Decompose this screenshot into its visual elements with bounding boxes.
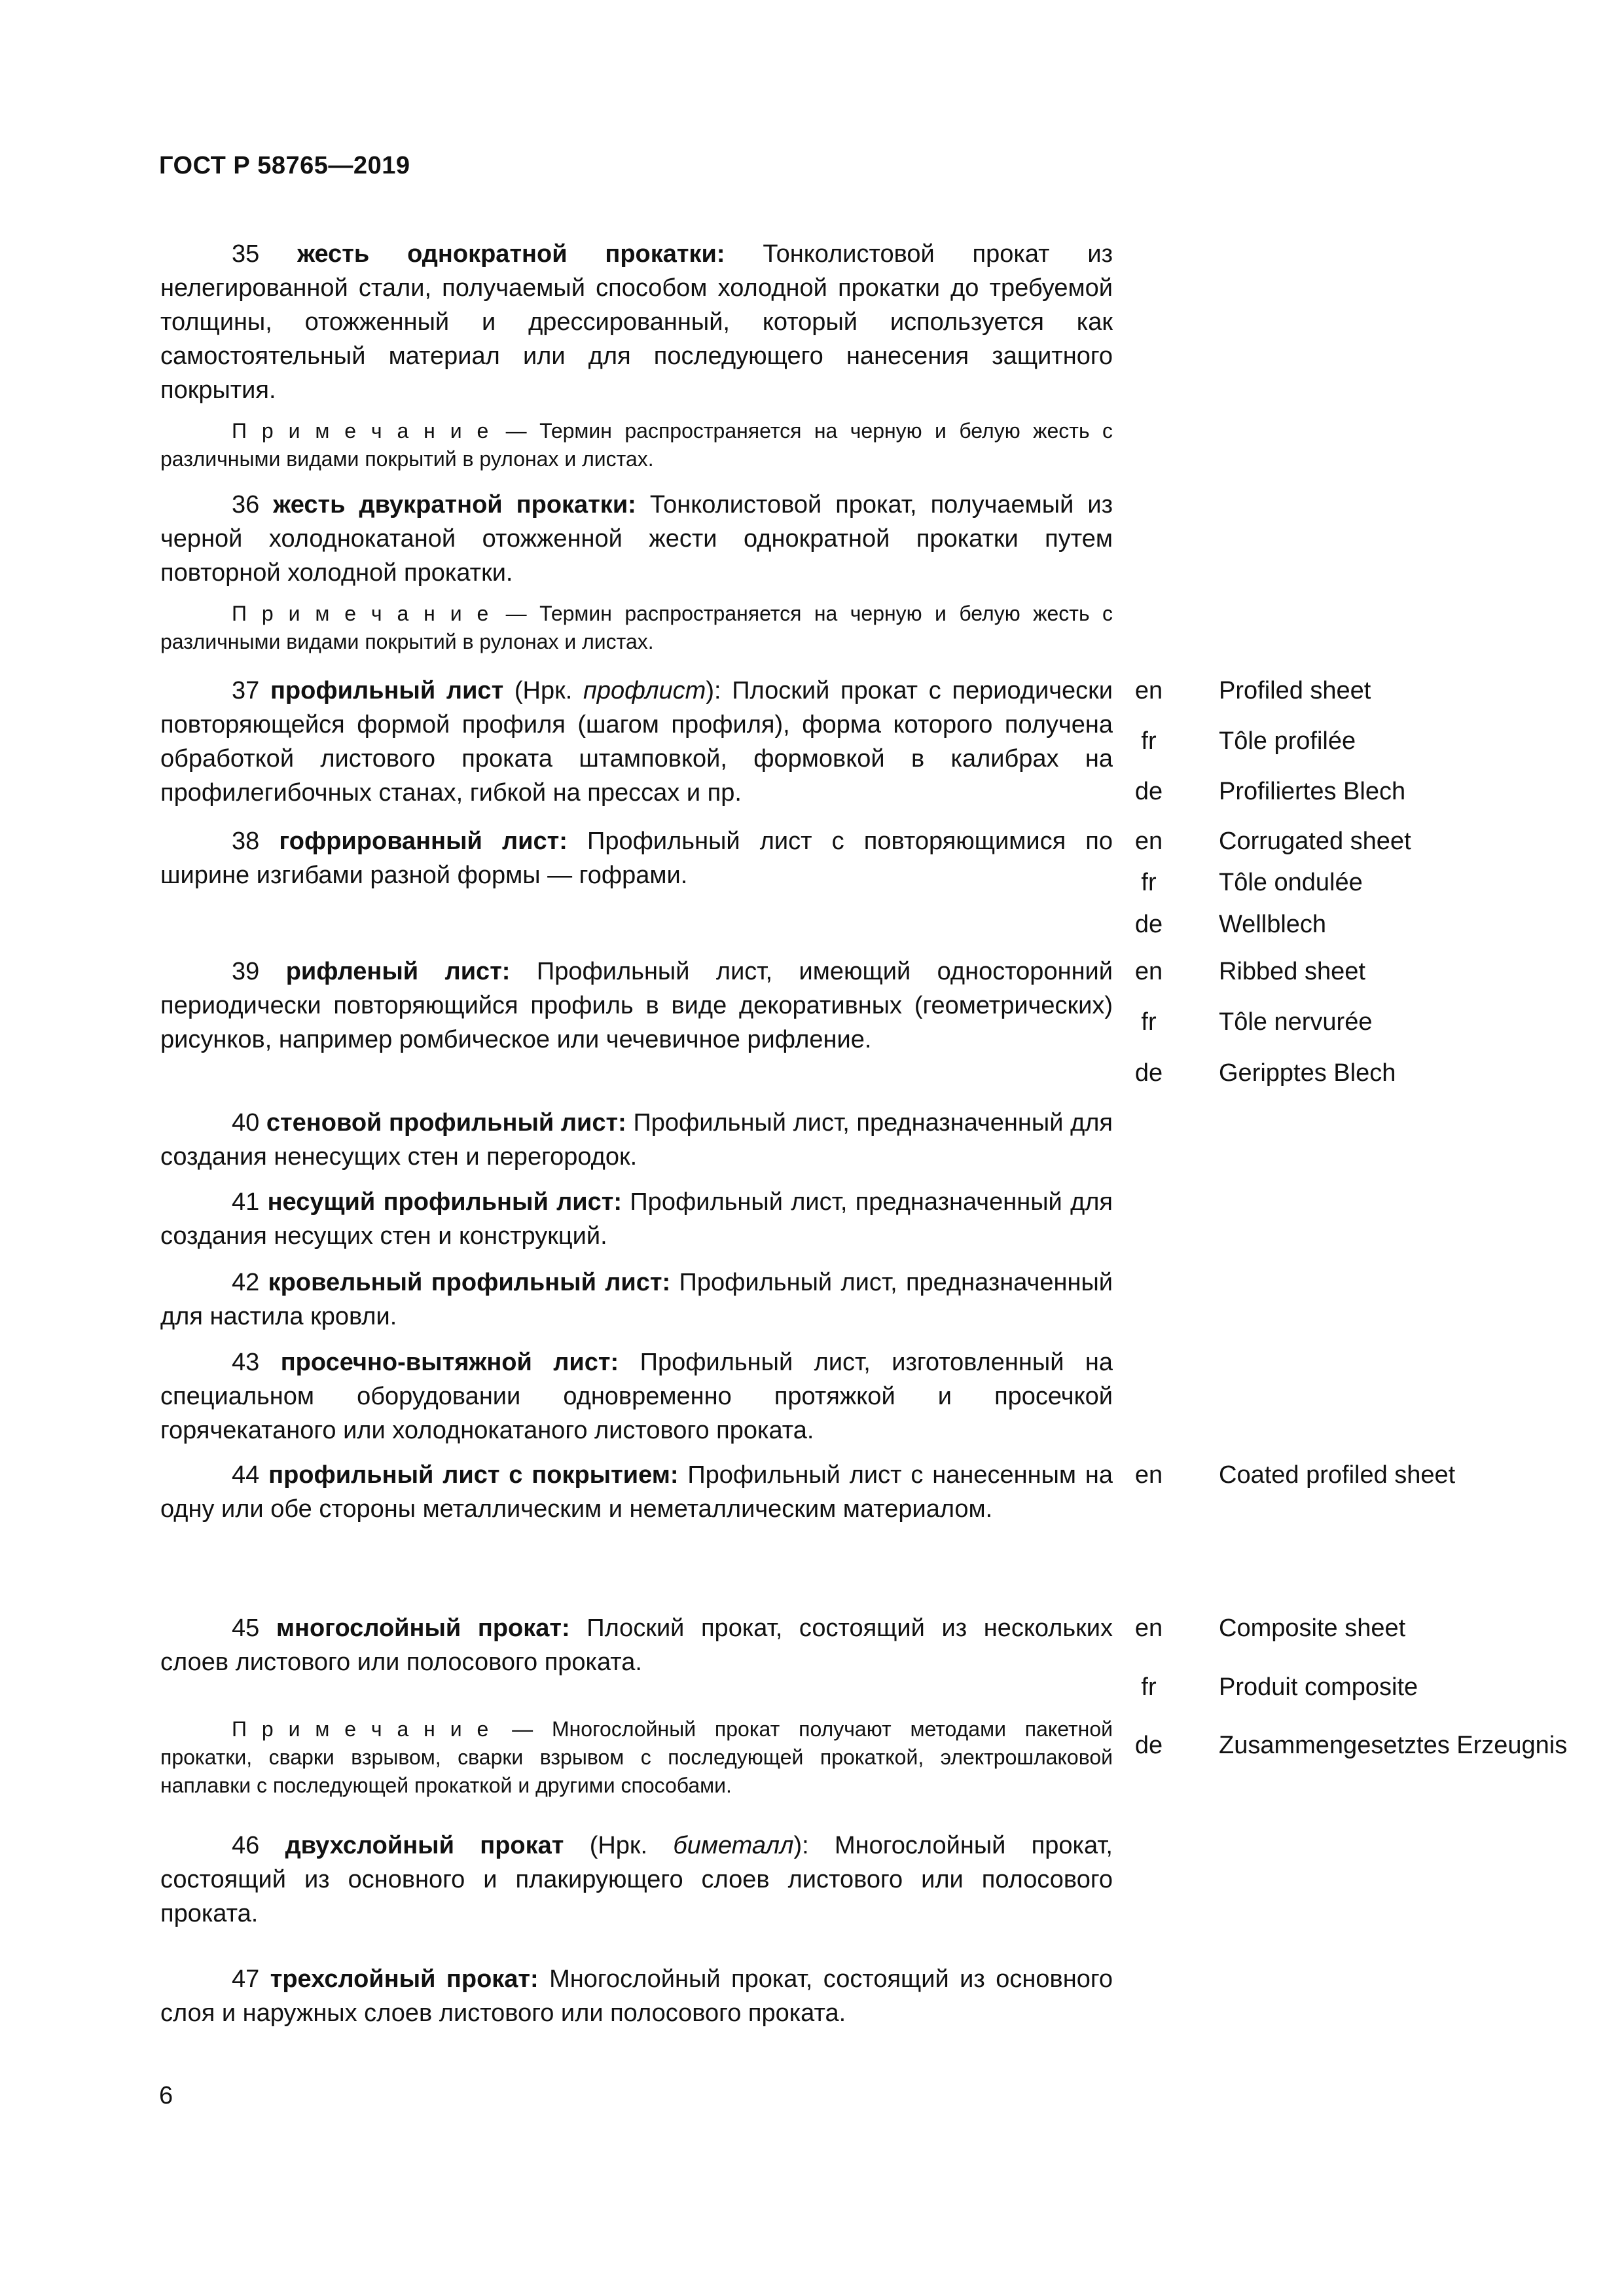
term-definition: Профильный лист, предназначенный для создания несущих стен и конструкций. (160, 1188, 1113, 1250)
lang-code: de (1134, 778, 1163, 805)
lang-code: en (1134, 677, 1163, 704)
term-name: несущий профильный лист: (267, 1188, 623, 1216)
lang-code: fr (1141, 1673, 1157, 1701)
term-name: кровельный профильный лист: (268, 1269, 671, 1296)
term-definition: Тонколистовой прокат, получаемый из черной холоднокатаной отожженной жести однократной прокатки путем повторной холодной прокатки. (160, 491, 1113, 587)
term-entry-45: 45 многослойный прокат: Плоский прокат, состоящий из нескольких слоев листового или полосового проката. (160, 1614, 1113, 1676)
term-entry-35: 35 жесть однократной прокатки: Тонколистовой прокат из нелегированной стали, получаемый способом холодной прокатки до требуемой толщины, отожженный и дрессированный, который используется как самостоятельный материал или для последующего нанесения защитного покрытия. (160, 240, 1113, 404)
term-equivalent: Profiliertes Blech (1219, 778, 1406, 805)
term-entry-36: 36 жесть двукратной прокатки: Тонколистовой прокат, получаемый из черной холоднокатаной отожженной жести однократной прокатки путем повторной холодной прокатки. (160, 491, 1113, 587)
term-name: двухслойный прокат (285, 1832, 564, 1859)
term-entry-39: 39 рифленый лист: Профильный лист, имеющий односторонний периодически повторяющийся профиль в виде декоративных (геометрических) рисунков, например ромбическое или чечевичное рифление. (160, 958, 1113, 1053)
term-definition: Плоский прокат, состоящий из нескольких слоев листового или полосового проката. (160, 1614, 1113, 1676)
term-synonym: профлист (583, 677, 706, 704)
term-name: многослойный прокат: (276, 1614, 570, 1642)
lang-code: de (1134, 911, 1163, 938)
lang-code: en (1134, 828, 1163, 855)
term-definition: Профильный лист с нанесенным на одну или обе стороны металлическим и неметаллическим материалом. (160, 1461, 1113, 1523)
lang-code: en (1134, 958, 1163, 985)
term-entry-42: 42 кровельный профильный лист: Профильный лист, предназначенный для настила кровли. (160, 1269, 1113, 1330)
term-equivalent: Coated profiled sheet (1219, 1461, 1456, 1489)
term-definition: Профильный лист, предназначенный для настила кровли. (160, 1269, 1113, 1330)
note-45: П р и м е ч а н и е — Многослойный прокат получают методами пакетной прокатки, сварки взрывом, сварки взрывом с последующей прокаткой, электрошлаковой наплавки с последующей прокаткой и другими способами. (160, 1717, 1113, 1797)
lang-code: fr (1141, 869, 1157, 896)
term-name: профильный лист с покрытием: (268, 1461, 679, 1489)
term-definition: Профильный лист с повторяющимися по ширине изгибами разной формы — гофрами. (160, 828, 1113, 889)
term-name: трехслойный прокат: (270, 1965, 539, 1993)
term-equivalent: Ribbed sheet (1219, 958, 1365, 985)
term-entry-41: 41 несущий профильный лист: Профильный лист, предназначенный для создания несущих стен и конструкций. (160, 1188, 1113, 1250)
term-name: рифленый лист: (285, 958, 511, 985)
term-entry-43: 43 просечно-вытяжной лист: Профильный лист, изготовленный на специальном оборудовании одновременно протяжкой и просечкой горячекатаного или холоднокатаного листового проката. (160, 1349, 1113, 1444)
term-definition: ): Плоский прокат с периодически повторяющейся формой профиля (шагом профиля), форма которого получена обработкой листового проката штамповкой, формовкой в калибрах на профилегибочных станах, гибкой на прессах и пр. (160, 677, 1113, 807)
term-entry-44: 44 профильный лист с покрытием: Профильный лист с нанесенным на одну или обе стороны металлическим и неметаллическим материалом. (160, 1461, 1113, 1523)
term-definition: ): Многослойный прокат, состоящий из основного и плакирующего слоев листового или полосового проката. (160, 1832, 1113, 1927)
lang-code: en (1134, 1614, 1163, 1642)
term-equivalent: Tôle profilée (1219, 727, 1356, 755)
term-synonym: биметалл (673, 1832, 794, 1859)
term-equivalent: Zusammengesetztes Erzeugnis (1219, 1732, 1568, 1759)
term-entry-46: 46 двухслойный прокат (Нрк. биметалл): Многослойный прокат, состоящий из основного и плакирующего слоев листового или полосового проката. (160, 1832, 1113, 1927)
term-name: жесть однократной прокатки: (297, 240, 725, 268)
lang-code: fr (1141, 727, 1157, 755)
term-name: профильный лист (270, 677, 504, 704)
note-35: П р и м е ч а н и е — Термин распространяется на черную и белую жесть с различными видами покрытий в рулонах и листах. (160, 419, 1113, 471)
term-definition: Многослойный прокат, состоящий из основного слоя и наружных слоев листового или полосового проката. (160, 1965, 1113, 2027)
term-name: стеновой профильный лист: (266, 1109, 626, 1137)
term-entry-37: 37 профильный лист (Нрк. профлист): Плоский прокат с периодически повторяющейся формой профиля (шагом профиля), форма которого получена обработкой листового проката штамповкой, формовкой в калибрах на профилегибочных станах, гибкой на прессах и пр. (160, 677, 1113, 807)
term-entry-38: 38 гофрированный лист: Профильный лист с повторяющимися по ширине изгибами разной формы — гофрами. (160, 828, 1113, 889)
term-equivalent: Geripptes Blech (1219, 1059, 1396, 1087)
term-entry-40: 40 стеновой профильный лист: Профильный лист, предназначенный для создания ненесущих стен и перегородок. (160, 1109, 1113, 1171)
term-equivalent: Composite sheet (1219, 1614, 1406, 1642)
term-equivalent: Corrugated sheet (1219, 828, 1411, 855)
term-equivalent: Wellblech (1219, 911, 1327, 938)
term-equivalent: Produit composite (1219, 1673, 1418, 1701)
page-number: 6 (159, 2082, 173, 2109)
lang-code: en (1134, 1461, 1163, 1489)
term-definition: Тонколистовой прокат из нелегированной стали, получаемый способом холодной прокатки до требуемой толщины, отожженный и дрессированный, который используется как самостоятельный материал или для последующего нанесения защитного покрытия. (160, 240, 1113, 404)
term-definition: Профильный лист, имеющий односторонний периодически повторяющийся профиль в виде декоративных (геометрических) рисунков, например ромбическое или чечевичное рифление. (160, 958, 1113, 1053)
term-equivalent: Tôle ondulée (1219, 869, 1363, 896)
lang-code: fr (1141, 1008, 1157, 1036)
term-definition: Профильный лист, предназначенный для создания ненесущих стен и перегородок. (160, 1109, 1113, 1171)
document-header: ГОСТ Р 58765—2019 (159, 152, 410, 179)
term-definition: Профильный лист, изготовленный на специальном оборудовании одновременно протяжкой и просечкой горячекатаного или холоднокатаного листового проката. (160, 1349, 1113, 1444)
term-name: жесть двукратной прокатки: (273, 491, 636, 519)
term-equivalent: Profiled sheet (1219, 677, 1371, 704)
note-36: П р и м е ч а н и е — Термин распространяется на черную и белую жесть с различными видами покрытий в рулонах и листах. (160, 602, 1113, 653)
term-name: гофрированный лист: (279, 828, 568, 855)
term-equivalent: Tôle nervurée (1219, 1008, 1373, 1036)
term-entry-47: 47 трехслойный прокат: Многослойный прокат, состоящий из основного слоя и наружных слоев листового или полосового проката. (160, 1965, 1113, 2027)
lang-code: de (1134, 1732, 1163, 1759)
lang-code: de (1134, 1059, 1163, 1087)
term-name: просечно-вытяжной лист: (280, 1349, 619, 1376)
